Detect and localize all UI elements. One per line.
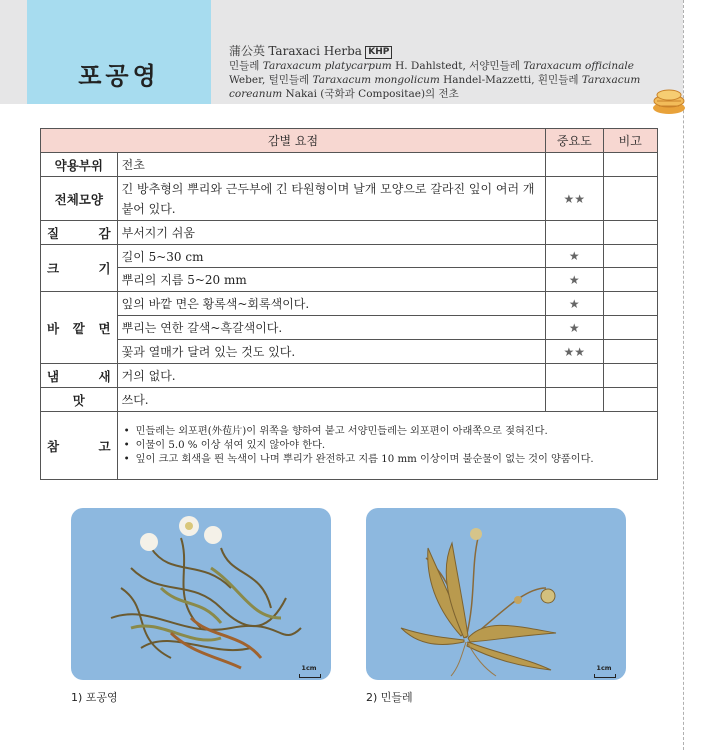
list-item: • 이물이 5.0 % 이상 섞여 있지 않아야 한다. (132, 439, 653, 453)
text: H. Dahlstedt, 서양민들레 (391, 60, 524, 72)
row-label: 맛 (41, 388, 118, 412)
row-desc: 뿌리의 지름 5~20 mm (117, 268, 545, 292)
table-row (41, 364, 658, 388)
table-row (41, 268, 658, 292)
table-row (41, 316, 658, 340)
importance-cell (546, 221, 603, 245)
col-header-remarks: 비고 (603, 129, 657, 153)
dandelion-illustration (366, 508, 626, 680)
importance-cell (546, 153, 603, 177)
remark-cell (603, 292, 657, 316)
reference-notes-cell (117, 412, 657, 480)
label-char: 참 (47, 438, 60, 454)
latin-name: Taraxaci Herba (268, 44, 362, 58)
remark-cell (603, 268, 657, 292)
table-row (41, 388, 658, 412)
col-header-points: 감별 요점 (41, 129, 546, 153)
label-char: 크 (47, 261, 60, 276)
row-desc: 잎의 바깥 면은 황록색~회록색이다. (117, 292, 545, 316)
table-row (41, 245, 658, 268)
importance-cell (546, 388, 603, 412)
label-char: 새 (98, 368, 111, 384)
remark-cell (603, 388, 657, 412)
label-char: 감 (98, 225, 111, 241)
importance-cell: ★ (546, 245, 603, 268)
label-char: 냄 (47, 368, 60, 384)
remark-cell (603, 245, 657, 268)
label-char: 깥 (72, 320, 85, 336)
dried-herb-illustration (71, 508, 331, 680)
row-desc: 뿌리는 연한 갈색~흑갈색이다. (117, 316, 545, 340)
row-desc: 전초 (117, 153, 545, 177)
row-label: 전체모양 (41, 177, 118, 221)
col-header-importance: 중요도 (546, 129, 603, 153)
text: 민들레 (229, 60, 263, 72)
label-char: 고 (98, 438, 111, 454)
remark-cell (603, 364, 657, 388)
label-char: 바 (47, 320, 60, 336)
table-row (41, 221, 658, 245)
figure-caption-2: 2) 민들레 (366, 691, 413, 704)
remark-cell (603, 153, 657, 177)
row-label (41, 245, 118, 292)
text: Handel-Mazzetti, 흰민들레 (439, 74, 582, 86)
importance-cell: ★★ (546, 340, 603, 364)
row-label (41, 221, 118, 245)
sci-name: Taraxacum officinale (523, 60, 635, 72)
importance-cell: ★★ (546, 177, 603, 221)
row-label (41, 364, 118, 388)
herb-description (229, 44, 669, 101)
sci-name: Taraxacum (581, 74, 641, 86)
table-row (41, 177, 658, 221)
label-char: 면 (98, 320, 111, 336)
remark-cell (603, 340, 657, 364)
text: Nakai (국화과 Compositae)의 전초 (282, 88, 459, 100)
list-item: • 민들레는 외포편(外苞片)이 위쪽을 향하여 붙고 서양민들레는 외포편이 아래쪽으로 젖혀진다. (132, 425, 653, 439)
hanja-name: 蒲公英 (229, 44, 266, 58)
scale-bar: 1cm (299, 664, 319, 678)
remark-cell (603, 177, 657, 221)
scale-bar: 1cm (594, 664, 614, 678)
row-label (41, 412, 118, 480)
row-desc: 쓰다. (117, 388, 545, 412)
label-char: 질 (47, 225, 60, 241)
figure-caption-1: 1) 포공영 (71, 691, 118, 704)
row-desc: 거의 없다. (117, 364, 545, 388)
importance-cell: ★ (546, 292, 603, 316)
importance-cell: ★ (546, 316, 603, 340)
table-row (41, 292, 658, 316)
khp-badge: KHP (365, 46, 392, 59)
reference-notes (122, 425, 653, 467)
row-desc: 꽃과 열매가 달려 있는 것도 있다. (117, 340, 545, 364)
photo-pogongyeong (71, 508, 331, 680)
table-row (41, 153, 658, 177)
row-label: 약용부위 (41, 153, 118, 177)
row-desc: 부서지기 쉬움 (117, 221, 545, 245)
remark-cell (603, 316, 657, 340)
importance-cell: ★ (546, 268, 603, 292)
sci-name: Taraxacum platycarpum (262, 60, 392, 72)
list-item: • 잎이 크고 회색을 띈 녹색이 나며 뿌리가 완전하고 지름 10 mm 이상이며 불순물이 없는 것이 양품이다. (132, 453, 653, 467)
remark-cell (603, 221, 657, 245)
table-row (41, 412, 658, 480)
table-header-row (41, 129, 658, 153)
sci-name: Taraxacum mongolicum (312, 74, 440, 86)
row-desc: 긴 방추형의 뿌리와 근두부에 긴 타원형이며 날개 모양으로 갈라진 잎이 여러 개 붙어 있다. (117, 177, 545, 221)
importance-cell (546, 364, 603, 388)
photo-mindeulle (366, 508, 626, 680)
identification-table (40, 128, 658, 480)
label-char: 기 (98, 261, 111, 276)
table-row (41, 340, 658, 364)
text: Weber, 털민들레 (229, 74, 313, 86)
row-label (41, 292, 118, 364)
page-title: 포공영 (78, 62, 160, 90)
row-desc: 길이 5~30 cm (117, 245, 545, 268)
sci-name: coreanum (229, 88, 283, 100)
herb-bundle-icon (651, 86, 687, 116)
